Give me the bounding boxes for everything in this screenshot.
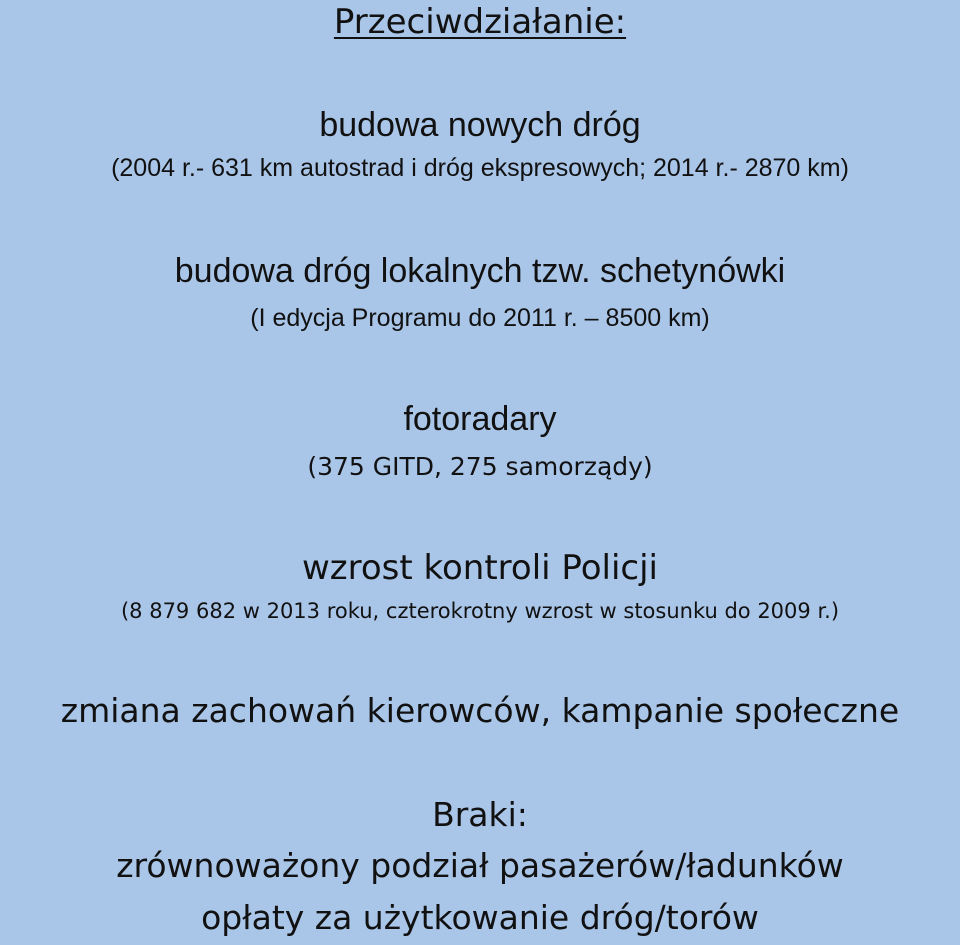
item-title-driver-behaviour: zmiana zachowań kierowców, kampanie społeczne xyxy=(60,691,900,730)
item-title-local-roads: budowa dróg lokalnych tzw. schetynówki xyxy=(174,252,786,290)
item-title-new-roads: budowa nowych dróg xyxy=(319,106,641,144)
item-detail-local-roads: (I edycja Programu do 2011 r. – 8500 km) xyxy=(250,304,710,332)
slide-heading: Przeciwdziałanie: xyxy=(333,2,627,42)
gaps-item-modal-split: zrównoważony podział pasażerów/ładunków xyxy=(116,846,844,885)
gaps-heading: Braki: xyxy=(432,795,528,834)
item-detail-speed-cameras: (375 GITD, 275 samorządy) xyxy=(307,452,653,481)
item-detail-police-controls: (8 879 682 w 2013 roku, czterokrotny wzrost w stosunku do 2009 r.) xyxy=(120,599,840,623)
gaps-item-road-charges: opłaty za użytkowanie dróg/torów xyxy=(201,898,759,937)
item-title-speed-cameras: fotoradary xyxy=(403,400,557,438)
item-title-police-controls: wzrost kontroli Policji xyxy=(301,548,658,588)
item-detail-new-roads: (2004 r.- 631 km autostrad i dróg ekspresowych; 2014 r.- 2870 km) xyxy=(111,154,849,182)
